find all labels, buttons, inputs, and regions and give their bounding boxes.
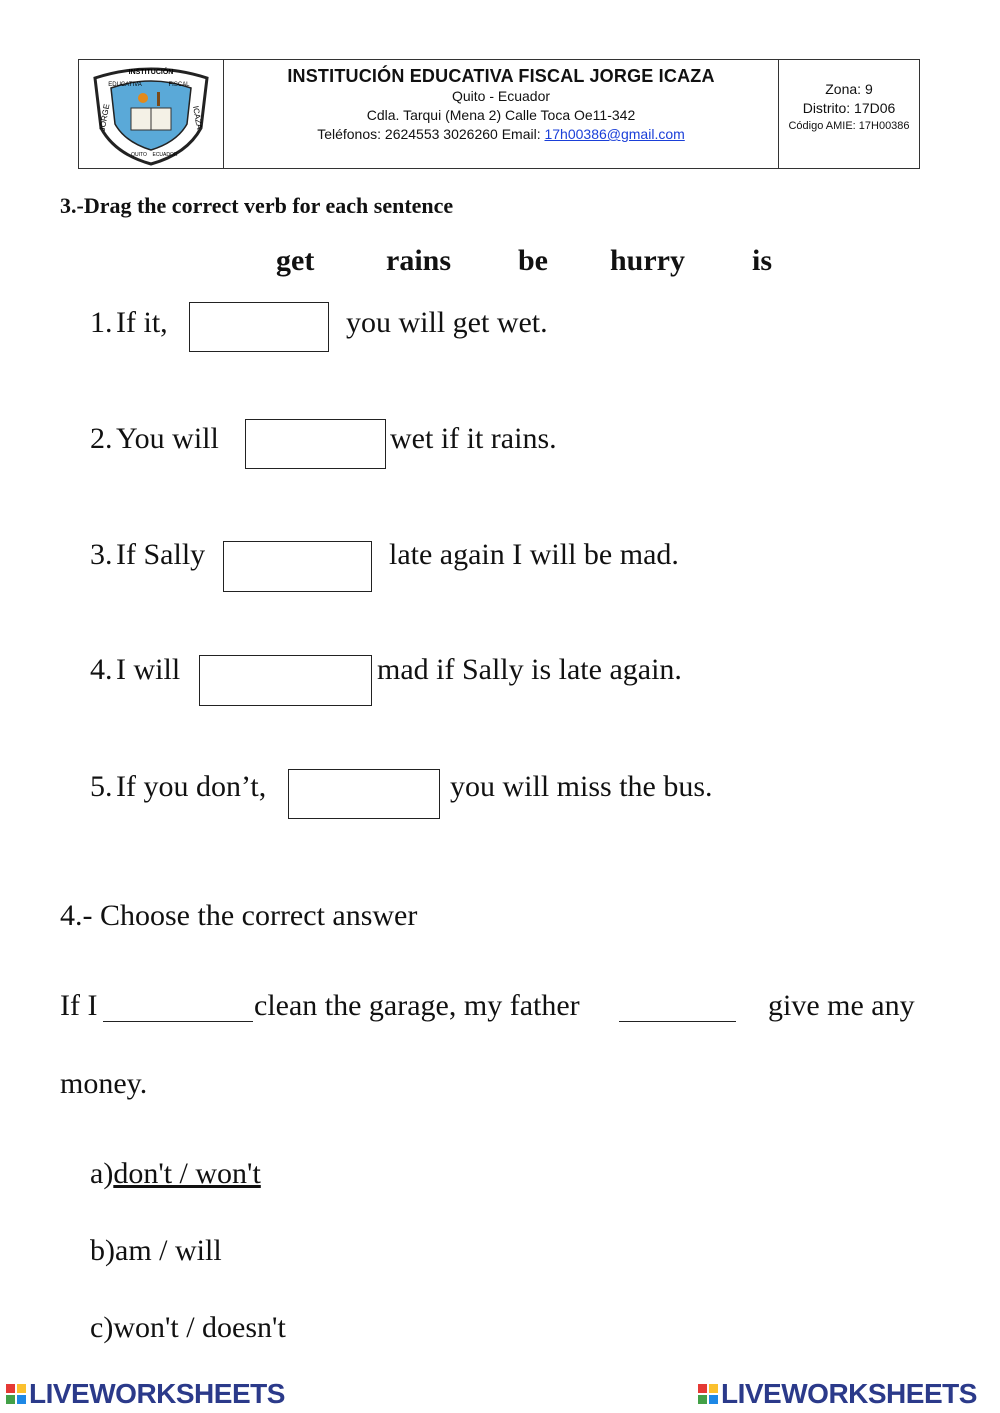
sentence-1 xyxy=(90,306,168,340)
word-bank-item[interactable]: is xyxy=(752,244,773,277)
svg-text:FISCAL: FISCAL xyxy=(168,82,190,88)
sentence-4 xyxy=(90,653,180,687)
option-text: won't / doesn't xyxy=(113,1311,286,1344)
school-info xyxy=(224,60,779,168)
sentence-after: you will miss the bus. xyxy=(450,770,713,803)
sentence-2 xyxy=(90,422,219,456)
brand-name: LIVEWORKSHEETS xyxy=(721,1378,977,1409)
question-part-1: If I xyxy=(60,989,98,1022)
option-text: don't / won't xyxy=(113,1157,261,1190)
svg-text:JORGE: JORGE xyxy=(97,103,112,132)
answer-blank-2 xyxy=(619,1021,736,1022)
option-a[interactable] xyxy=(90,1157,261,1191)
svg-text:QUITO: QUITO xyxy=(131,152,147,158)
school-address: Cdla. Tarqui (Mena 2) Calle Toca Oe11-342 xyxy=(366,107,636,123)
school-header xyxy=(78,59,920,169)
school-crest-icon xyxy=(87,62,215,166)
sentence-number: 3. xyxy=(90,538,113,571)
drop-box-4[interactable] xyxy=(199,655,372,706)
sentence-3 xyxy=(90,538,205,572)
drop-box-5[interactable] xyxy=(288,769,440,819)
sentence-before: If it, xyxy=(116,306,168,339)
footer-logo-left xyxy=(6,1378,285,1410)
school-city: Quito - Ecuador xyxy=(451,88,551,104)
school-logo xyxy=(79,60,224,168)
drop-box-1[interactable] xyxy=(189,302,329,352)
question-part-3: give me any xyxy=(768,989,915,1022)
drop-box-2[interactable] xyxy=(245,419,386,469)
word-bank-item[interactable]: rains xyxy=(386,244,452,277)
email-link[interactable]: 17h00386@gmail.com xyxy=(544,126,685,142)
sentence-before: I will xyxy=(116,653,181,686)
sentence-before: If Sally xyxy=(116,538,206,571)
sentence-number: 5. xyxy=(90,770,113,803)
distrito-label: Distrito: 17D06 xyxy=(802,100,896,116)
option-letter: c) xyxy=(90,1311,114,1344)
sentence-number: 1. xyxy=(90,306,113,339)
sentence-after: late again I will be mad. xyxy=(389,538,679,571)
word-bank-item[interactable]: get xyxy=(276,244,315,277)
option-c[interactable] xyxy=(90,1311,286,1345)
question-part-2: clean the garage, my father xyxy=(254,989,580,1022)
section-3-title: 3.-Drag the correct verb for each sentence xyxy=(60,193,454,218)
option-letter: b) xyxy=(90,1234,115,1267)
option-b[interactable] xyxy=(90,1234,222,1268)
svg-text:ECUADOR: ECUADOR xyxy=(152,152,178,158)
footer-logo-right xyxy=(698,1378,977,1410)
svg-text:ICAZA: ICAZA xyxy=(190,105,204,130)
option-text: am / will xyxy=(115,1234,222,1267)
liveworksheets-icon xyxy=(6,1384,26,1404)
sentence-after: you will get wet. xyxy=(346,306,548,339)
school-codes xyxy=(779,60,919,168)
zona-label: Zona: 9 xyxy=(825,81,873,97)
word-bank-item[interactable]: hurry xyxy=(610,244,685,277)
brand-name: LIVEWORKSHEETS xyxy=(29,1378,285,1409)
sentence-after: wet if it rains. xyxy=(390,422,557,455)
school-contact xyxy=(224,125,778,144)
answer-blank-1 xyxy=(103,1021,253,1022)
sentence-after: mad if Sally is late again. xyxy=(377,653,682,686)
drop-box-3[interactable] xyxy=(223,541,372,592)
question-part-4: money. xyxy=(60,1067,148,1100)
option-letter: a) xyxy=(90,1157,114,1190)
phones-label: Teléfonos: 2624553 3026260 Email: xyxy=(317,126,545,142)
amie-code: Código AMIE: 17H00386 xyxy=(788,120,910,132)
sentence-number: 4. xyxy=(90,653,113,686)
institution-name: INSTITUCIÓN EDUCATIVA FISCAL JORGE ICAZA xyxy=(287,66,715,86)
sentence-before: You will xyxy=(116,422,219,455)
svg-text:EDUCATIVA: EDUCATIVA xyxy=(108,82,142,88)
sentence-5 xyxy=(90,770,266,804)
sentence-before: If you don’t, xyxy=(116,770,267,803)
word-bank-item[interactable]: be xyxy=(518,244,548,277)
sentence-number: 2. xyxy=(90,422,113,455)
svg-text:INSTITUCIÓN: INSTITUCIÓN xyxy=(128,69,174,76)
section-4-title: 4.- Choose the correct answer xyxy=(60,899,418,932)
liveworksheets-icon xyxy=(698,1384,718,1404)
